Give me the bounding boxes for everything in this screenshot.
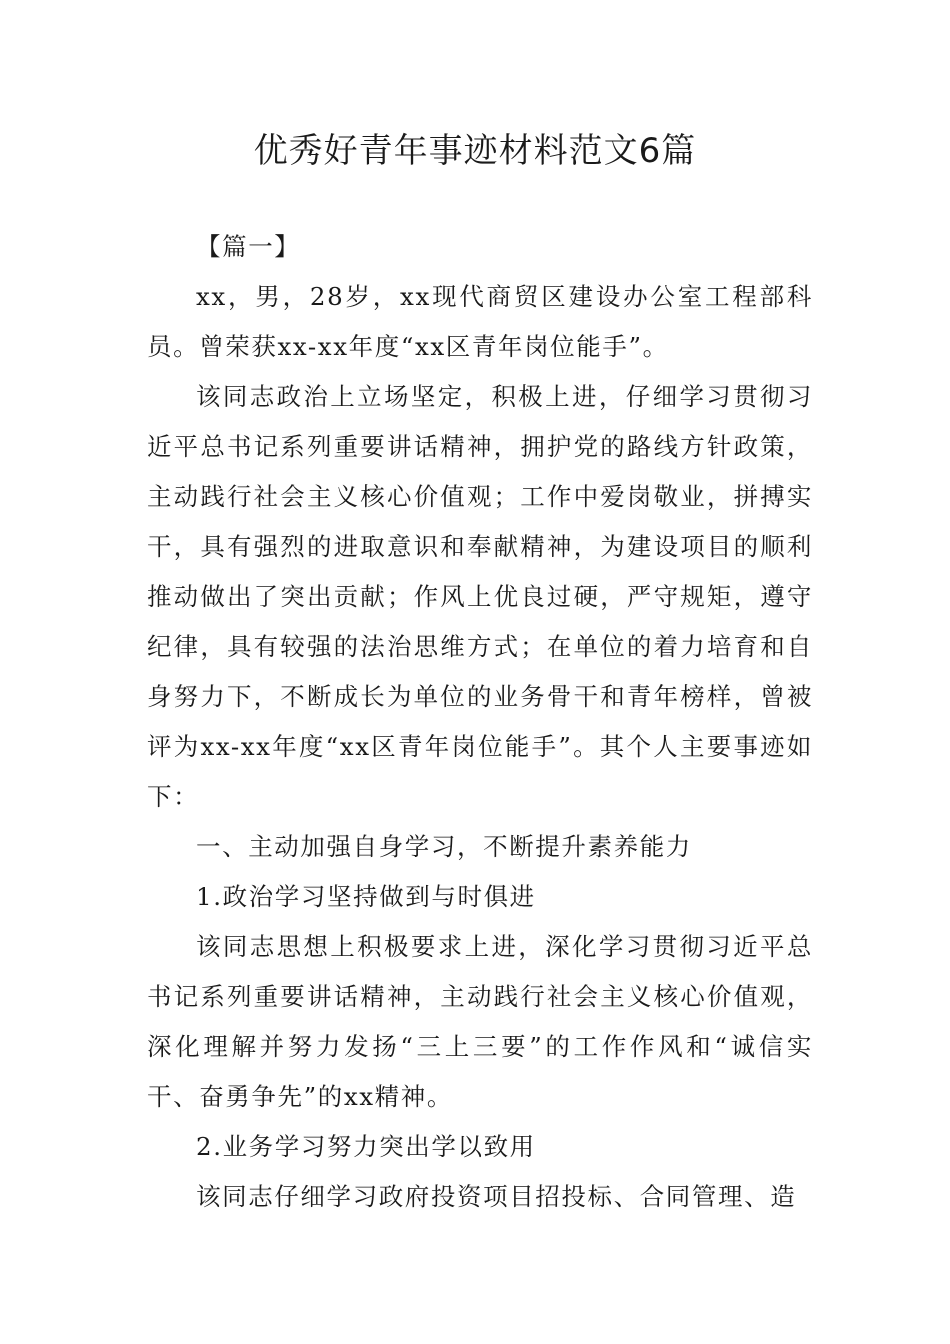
- paragraph: xx，男，28岁，xx现代商贸区建设办公室工程部科员。曾荣获xx-xx年度“xx区青年岗位能手”。: [147, 282, 813, 361]
- document-title: 优秀好青年事迹材料范文6篇: [253, 131, 697, 171]
- paragraph: 该同志思想上积极要求上进，深化学习贯彻习近平总书记系列重要讲话精神，主动践行社会主义核心价值观，深化理解并努力发扬“三上三要”的工作作风和“诚信实干、奋勇争先”的xx精神。: [147, 932, 813, 1111]
- paragraph: 该同志仔细学习政府投资项目招投标、合同管理、造: [196, 1182, 797, 1211]
- paragraph: 该同志政治上立场坚定，积极上进，仔细学习贯彻习近平总书记系列重要讲话精神，拥护党的路线方针政策，主动践行社会主义核心价值观；工作中爱岗敬业，拼搏实干，具有强烈的进取意识和奉献精神，为建设项目的顺利推动做出了突出贡献；作风上优良过硬，严守规矩，遵守纪律，具有较强的法治思维方式；在单位的着力培育和自身努力下，不断成长为单位的业务骨干和青年榜样，曾被评为xx-xx年度“xx区青年岗位能手”。其个人主要事迹如下：: [147, 382, 813, 811]
- subheading: 2.业务学习努力突出学以致用: [196, 1132, 536, 1161]
- section-heading: 【篇一】: [196, 232, 301, 261]
- subheading: 一、主动加强自身学习，不断提升素养能力: [196, 832, 692, 861]
- subheading: 1.政治学习坚持做到与时俱进: [196, 882, 536, 911]
- document-body: [147, 222, 813, 1222]
